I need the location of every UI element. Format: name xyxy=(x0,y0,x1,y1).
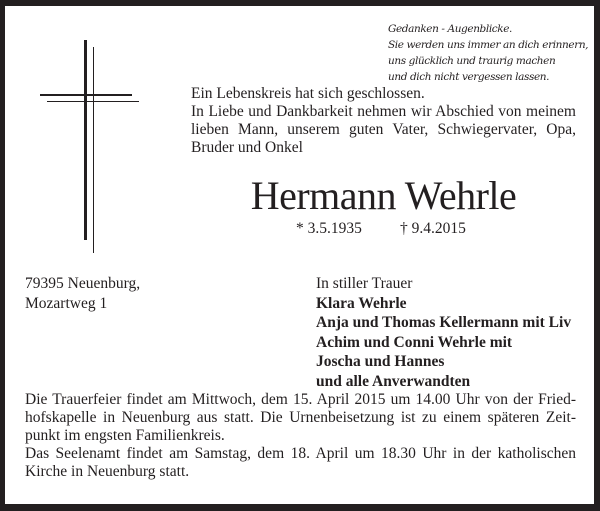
ceremony-line: Kirche in Neuenburg statt. xyxy=(25,463,190,480)
ceremony-line: punkt im engsten Familienkreis. xyxy=(25,427,225,444)
quote xyxy=(388,21,588,85)
intro-text xyxy=(191,85,576,157)
mourner: und alle Anverwandten xyxy=(316,372,471,390)
address-line: Mozartweg 1 xyxy=(25,295,108,312)
mourner: Anja und Thomas Kellermann mit Liv xyxy=(316,314,572,331)
address xyxy=(25,274,140,314)
address-line: 79395 Neuenburg, xyxy=(25,275,141,292)
mourners xyxy=(316,274,571,391)
quote-line: Sie werden uns immer an dich erinnern, xyxy=(388,39,589,51)
intro-line: lieben Mann, unserem guten Vater, Schwiegervater, Opa, xyxy=(191,121,576,138)
birth-date: * 3.5.1935 xyxy=(296,220,362,237)
quote-line: und dich nicht vergessen lassen. xyxy=(388,71,550,83)
ceremony-info xyxy=(25,391,576,481)
ceremony-line: Die Trauerfeier findet am Mittwoch, dem 15. April 2015 um 14.00 Uhr von der Fried- xyxy=(25,391,576,408)
quote-line: uns glücklich und traurig machen xyxy=(388,55,556,67)
deceased-name: Hermann Wehrle xyxy=(250,173,517,218)
mourner: Klara Wehrle xyxy=(316,294,407,312)
mourner: Achim und Conni Wehrle mit xyxy=(316,333,513,351)
quote-line: Gedanken - Augenblicke. xyxy=(388,23,512,35)
obituary-notice xyxy=(5,6,594,504)
mourner: Joscha und Hannes xyxy=(316,353,445,370)
death-date: † 9.4.2015 xyxy=(400,220,466,237)
ceremony-line: Das Seelenamt findet am Samstag, dem 18. April um 18.30 Uhr in der katholischen xyxy=(25,445,576,462)
intro-line: Bruder und Onkel xyxy=(191,139,303,156)
intro-line: In Liebe und Dankbarkeit nehmen wir Abschied von meinem xyxy=(191,103,576,120)
mourning-label: In stiller Trauer xyxy=(316,275,413,292)
ceremony-line: hofskapelle in Neuenburg aus statt. Die Urnenbeisetzung ist zu einem späteren Zeit- xyxy=(25,409,576,426)
intro-line: Ein Lebenskreis hat sich geschlossen. xyxy=(191,85,425,102)
